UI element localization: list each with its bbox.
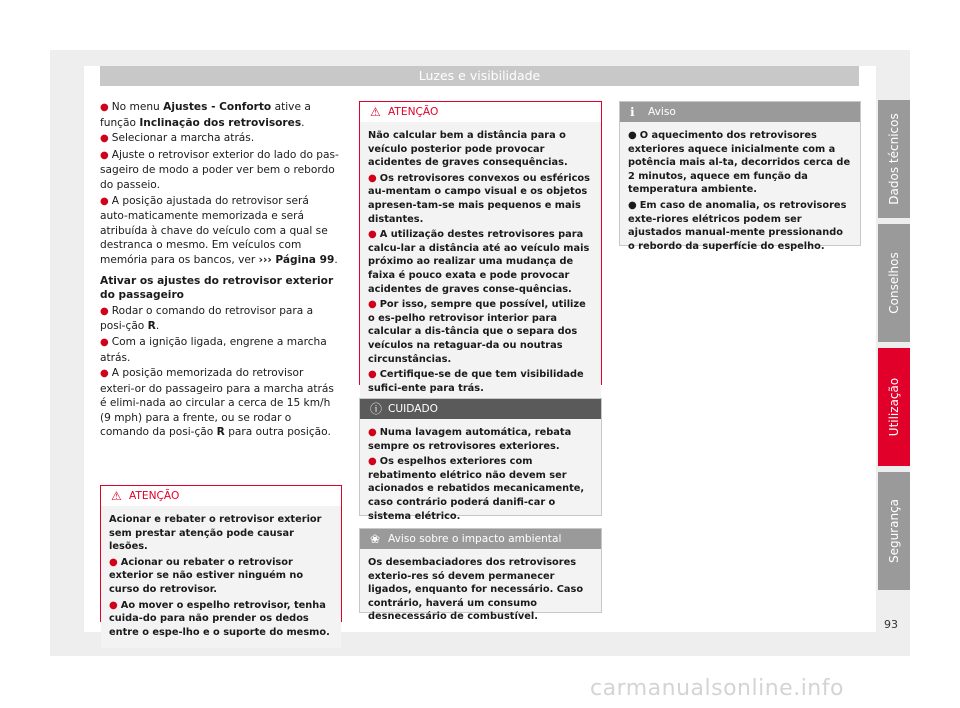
- paragraph: ● Selecionar a marcha atrás.: [100, 132, 255, 145]
- bullet-icon: ●: [368, 172, 377, 184]
- bullet-icon: ●: [100, 368, 109, 380]
- bullet-icon: ●: [368, 229, 377, 241]
- paragraph: ● A posição ajustada do retrovisor será auto-maticamente memorizada e será atribuída à chave do veículo com a qual se destranca o mesmo. Em veículos com memória para os bancos, ver ››› Página 99.: [100, 194, 338, 266]
- environment-box-body: Os desembaciadores dos retrovisores exterio-res só devem permanecer ligados, enquanto for necessário. Caso contrário, haverá um consumo desnecessário de combustível.: [368, 557, 584, 623]
- paragraph: ● Com a ignição ligada, engrene a marcha atrás.: [100, 335, 327, 364]
- warning-box-header: ⚠ ATENÇÃO: [360, 102, 601, 122]
- bullet-icon: ●: [109, 556, 118, 568]
- page-number: 93: [884, 618, 898, 631]
- tab-utilizacao[interactable]: Utilização: [878, 348, 910, 466]
- caution-box-header: ⓘ CUIDADO: [360, 399, 601, 419]
- paragraph: ● Ajuste o retrovisor exterior do lado do pas-sageiro de modo a poder ver bem o rebordo do passeio.: [100, 148, 339, 191]
- warning-box-header: ⚠ ATENÇÃO: [101, 486, 341, 506]
- bullet-icon: ●: [100, 149, 109, 161]
- warning-box: [100, 485, 342, 638]
- environment-box: [359, 528, 602, 623]
- environment-box-header: ❀ Aviso sobre o impacto ambiental: [360, 529, 601, 549]
- bullet-icon: ●: [368, 456, 377, 468]
- paragraph: ● No menu Ajustes - Conforto ative a função Inclinação dos retrovisores.: [100, 101, 311, 129]
- bullet-icon: ●: [368, 369, 377, 381]
- warning-triangle-icon: ⚠: [111, 489, 122, 503]
- bullet-icon: ●: [100, 305, 109, 317]
- notice-box-header: ℹ Aviso: [620, 102, 860, 122]
- bullet-icon: ●: [628, 199, 637, 211]
- warning-box-body: Acionar e rebater o retrovisor exterior sem prestar atenção pode causar lesões. ● Acionar ou rebater o retrovisor exterior se não estiver ninguém no curso do retrovisor. ● Ao mover o espelho retrovisor, tenha cuida-do para não prender os dedos entre o espe-lho e o suporte do mesmo.: [101, 506, 341, 648]
- caution-circle-icon: ⓘ: [370, 402, 383, 416]
- bullet-icon: ●: [109, 599, 118, 611]
- bullet-icon: ●: [368, 427, 377, 438]
- notice-box-body: ● O aquecimento dos retrovisores exteriores aquece inicialmente com a potência mais al-ta, decorridos cerca de 2 minutos, aquece em função da temperatura ambiente. ● Em caso de anomalia, os retrovisores exte-riores elétricos podem ser ajustados manual-mente pressionando o rebordo da superfície do espelho.: [628, 130, 851, 252]
- paragraph: ● A posição memorizada do retrovisor exteri-or do passageiro para a marcha atrás é elimi-nada ao circular a cerca de 15 km/h (9 mph) para a frente, ou se rodar o comando da posi-ção R para outra posição.: [100, 367, 334, 439]
- bullet-icon: ●: [628, 130, 637, 141]
- tab-seguranca[interactable]: Segurança: [878, 472, 910, 590]
- page-link[interactable]: ››› Página 99: [258, 253, 335, 266]
- leaf-icon: ❀: [370, 532, 381, 546]
- warning-box-body: Não calcular bem a distância para o veículo posterior pode provocar acidentes de graves consequências. ● Os retrovisores convexos ou esféricos au-mentam o campo visual e os objetos apresen-tam-se mais pequenos e mais distantes. ● A utilização destes retrovisores para calcu-lar a distância até ao veículo mais próximo ao realizar uma mudança de faixa é pouco exata e pode provocar acidentes de graves conse-quências. ● Por isso, sempre que possível, utilize o es-pelho retrovisor interior para calcular a dis-tância que o separa dos veículos na retaguar-da ou noutras circunstâncias. ● Certifique-se de que tem visibilidade sufici-ente para trás.: [360, 122, 601, 404]
- bullet-icon: ●: [368, 299, 377, 311]
- subheading: Ativar os ajustes do retrovisor exterior do passageiro: [100, 274, 334, 302]
- paragraph: ● Rodar o comando do retrovisor para a posi-ção R.: [100, 304, 314, 333]
- bullet-icon: ●: [100, 102, 109, 113]
- notice-box: [619, 101, 861, 252]
- bullet-icon: ●: [100, 133, 109, 145]
- bullet-icon: ●: [100, 195, 109, 207]
- column-left: [100, 100, 340, 441]
- tab-conselhos[interactable]: Conselhos: [878, 224, 910, 342]
- warning-triangle-icon: ⚠: [370, 105, 381, 119]
- warning-box: [359, 101, 602, 394]
- caution-box: [359, 398, 602, 522]
- info-icon: ℹ: [630, 105, 635, 119]
- tab-dados-tecnicos[interactable]: Dados técnicos: [878, 100, 910, 218]
- bullet-icon: ●: [100, 336, 109, 348]
- page-header: Luzes e visibilidade: [100, 66, 859, 86]
- watermark: carmanualsonline.info: [590, 676, 844, 701]
- caution-box-body: ● Numa lavagem automática, rebata sempre os retrovisores exteriores. ● Os espelhos exteriores com rebatimento elétrico não devem ser acionados e rebatidos mecanicamente, caso contrário poderá danifi-car o sistema elétrico.: [368, 427, 585, 522]
